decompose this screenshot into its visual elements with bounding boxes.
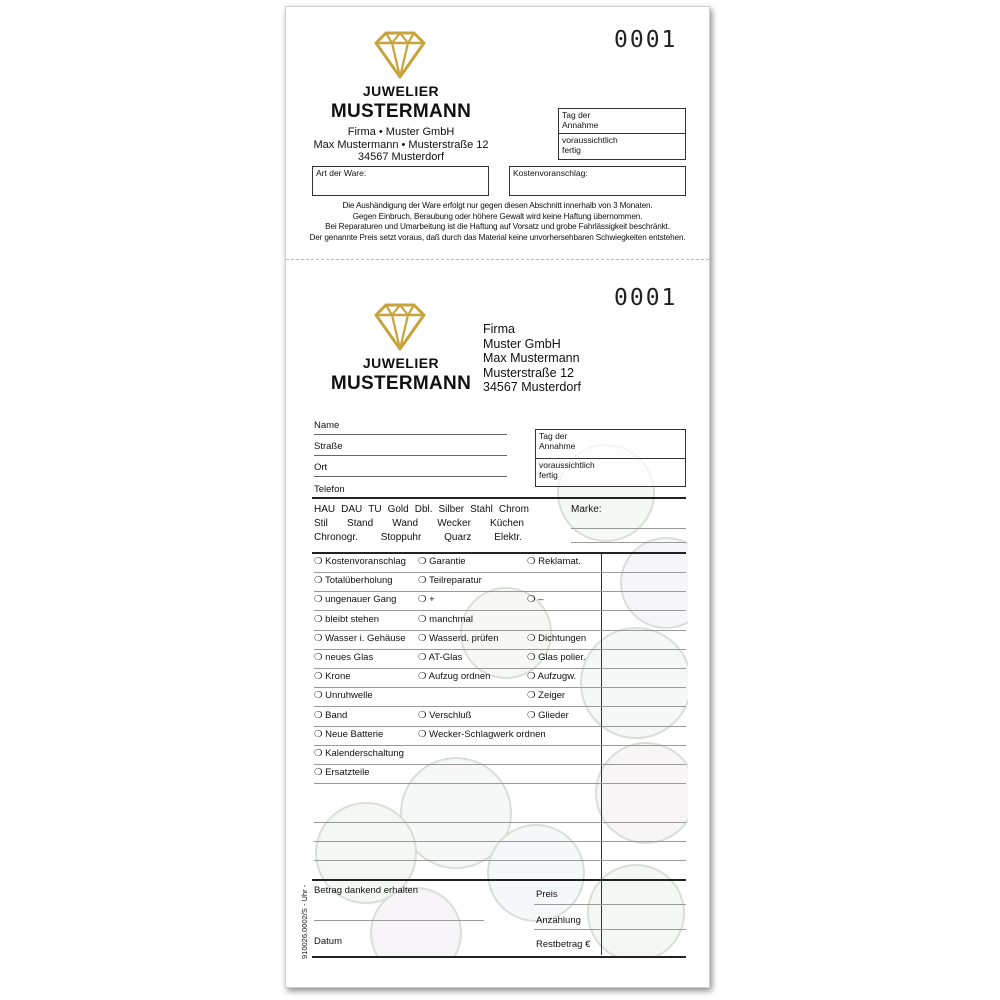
material-option[interactable]: Silber (438, 504, 465, 515)
top-date-box (558, 108, 686, 160)
top-estimate-label: Kostenvoranschlag: (513, 168, 588, 178)
repair-option[interactable] (418, 594, 435, 605)
repair-option[interactable] (314, 594, 396, 605)
diamond-logo-icon (374, 303, 426, 351)
note-line[interactable] (314, 860, 686, 861)
bottom-brand-line2: MUSTERMANN (330, 373, 472, 394)
material-option[interactable]: Wand (392, 518, 419, 529)
repair-option[interactable] (527, 652, 586, 663)
repair-option-label: Aufzugw. (537, 671, 577, 683)
repair-option-label: manchmal (429, 613, 473, 625)
repair-option-label: Wecker-Schlagwerk ordnen (429, 728, 546, 740)
repair-option-label: Band (325, 709, 348, 721)
repair-option-label: Garantie (429, 556, 466, 567)
top-address-line: 34567 Musterdorf (357, 151, 445, 163)
checkbox-circle-icon[interactable]: ❍ (314, 748, 326, 759)
checkbox-circle-icon[interactable]: ❍ (314, 767, 326, 779)
option-row-line (314, 630, 686, 631)
bottom-address-line: Musterstraße 12 (483, 365, 575, 380)
repair-option[interactable] (314, 671, 351, 682)
top-brand-line2: MUSTERMANN (330, 101, 472, 122)
street-field-line[interactable] (314, 455, 507, 456)
price-label: Preis (536, 889, 558, 900)
repair-option-label: Aufzug ordnen (428, 671, 491, 683)
repair-option-label: Kalenderschaltung (325, 748, 404, 759)
deposit-label: Anzahlung (536, 915, 581, 926)
field-label-phone: Telefon (314, 484, 345, 495)
repair-option[interactable] (314, 652, 373, 663)
field-label-street: Straße (314, 441, 343, 452)
checkbox-circle-icon[interactable]: ❍ (314, 632, 326, 644)
repair-option-label: Dichtungen (538, 632, 587, 644)
checkbox-circle-icon[interactable]: ❍ (527, 690, 539, 702)
repair-option-label: Reklamat. (538, 556, 581, 567)
repair-option-label: – (538, 594, 544, 606)
bottom-date-box (535, 429, 686, 487)
checkbox-circle-icon[interactable]: ❍ (527, 632, 539, 644)
repair-option[interactable] (314, 614, 379, 625)
repair-option[interactable] (314, 690, 373, 701)
checkbox-circle-icon[interactable]: ❍ (527, 709, 539, 721)
checkbox-circle-icon[interactable]: ❍ (314, 671, 326, 683)
repair-ticket-sheet (285, 6, 710, 988)
bottom-brand-line1: JUWELIER (362, 355, 440, 371)
repair-option[interactable] (314, 556, 406, 567)
bottom-address (483, 322, 581, 395)
repair-option-label: Kostenvoranschlag (325, 556, 406, 567)
repair-option[interactable] (314, 710, 347, 721)
repair-option-label: Zeiger (538, 690, 566, 702)
option-row-line (314, 668, 686, 669)
checkbox-circle-icon[interactable]: ❍ (314, 556, 326, 567)
repair-option[interactable] (314, 767, 370, 778)
section-divider (312, 552, 686, 554)
option-row-line (314, 706, 686, 707)
legal-line: Bei Reparaturen und Umarbeitung ist die Haftung auf Vorsatz und grobe Fahrlässigkeit beschränkt. (325, 222, 670, 232)
option-row-line (314, 783, 686, 784)
checkbox-circle-icon[interactable]: ❍ (418, 652, 429, 663)
top-goods-field[interactable] (312, 166, 489, 196)
material-row-1 (314, 503, 529, 517)
material-option[interactable]: Stoppuhr (380, 532, 422, 543)
material-option[interactable]: DAU (341, 504, 363, 515)
brand-line[interactable] (571, 542, 686, 543)
option-row-line (314, 745, 686, 746)
checkbox-circle-icon[interactable]: ❍ (418, 575, 429, 587)
repair-option[interactable] (418, 710, 471, 721)
material-row-2 (314, 517, 524, 531)
repair-option[interactable] (418, 671, 490, 682)
material-option[interactable]: Elektr. (494, 532, 522, 543)
repair-option[interactable] (527, 690, 565, 701)
option-row-line (314, 764, 686, 765)
repair-option[interactable] (418, 652, 462, 663)
deposit-line[interactable] (534, 929, 686, 930)
checkbox-circle-icon[interactable]: ❍ (314, 652, 326, 663)
material-option[interactable]: Quarz (444, 532, 472, 543)
checkbox-circle-icon[interactable]: ❍ (314, 690, 326, 702)
checkbox-circle-icon[interactable]: ❍ (527, 594, 539, 606)
option-row-line (314, 591, 686, 592)
material-option[interactable]: Chrom (498, 504, 529, 515)
repair-option[interactable] (314, 729, 383, 740)
material-option[interactable]: HAU (314, 504, 336, 515)
note-line[interactable] (314, 822, 686, 823)
right-column-divider (601, 553, 602, 955)
bottom-serial-number: 0001 (614, 285, 678, 311)
repair-option-label: Unruhwelle (325, 690, 373, 702)
material-option[interactable]: Gold (387, 504, 409, 515)
repair-option-label: bleibt stehen (325, 613, 380, 625)
bottom-address-line: Muster GmbH (483, 336, 561, 351)
top-brand-line1: JUWELIER (362, 83, 440, 99)
repair-option[interactable] (418, 633, 499, 644)
repair-option-label: Ersatzteile (325, 767, 370, 779)
note-line[interactable] (314, 841, 686, 842)
legal-line: Der genannte Preis setzt voraus, daß durch das Material keine unvorhersehbaren Schwiegkeiten entstehen. (309, 233, 686, 243)
section-divider (312, 879, 686, 881)
material-option[interactable]: Wecker (437, 518, 471, 529)
legal-line: Die Aushändigung der Ware erfolgt nur gegen diesen Abschnitt innerhalb von 3 Monaten. (342, 201, 653, 210)
section-divider (312, 497, 686, 499)
checkbox-circle-icon[interactable]: ❍ (418, 556, 430, 567)
checkbox-circle-icon[interactable]: ❍ (418, 671, 429, 683)
repair-option-label: + (429, 594, 435, 606)
option-row-line (314, 726, 686, 727)
repair-option[interactable] (418, 556, 466, 567)
checkbox-circle-icon[interactable]: ❍ (418, 632, 430, 644)
brand-line[interactable] (571, 528, 686, 529)
material-option[interactable]: Chronogr. (314, 532, 358, 543)
bottom-address-line: 34567 Musterdorf (483, 380, 581, 394)
bottom-date-ready-label[interactable]: voraussichtlich fertig (539, 460, 595, 480)
repair-option-label: ungenauer Gang (325, 594, 397, 606)
repair-option[interactable] (314, 633, 406, 644)
repair-option[interactable] (418, 614, 473, 625)
checkbox-circle-icon[interactable]: ❍ (418, 728, 430, 740)
top-legal-text (290, 201, 705, 244)
material-option[interactable]: Stahl (470, 504, 493, 515)
repair-option-label: Verschluß (429, 709, 472, 721)
received-label: Betrag dankend erhalten (314, 885, 419, 896)
option-row-line (314, 610, 686, 611)
repair-option[interactable] (527, 556, 581, 567)
repair-option-label: Krone (325, 671, 351, 683)
legal-line: Gegen Einbruch, Beraubung oder höhere Gewalt wird keine Haftung übernommen. (352, 211, 643, 221)
bottom-address-line: Firma (483, 322, 515, 336)
repair-option[interactable] (314, 748, 404, 759)
checkbox-circle-icon[interactable]: ❍ (418, 709, 430, 721)
checkbox-circle-icon[interactable]: ❍ (418, 594, 430, 606)
top-address (296, 126, 506, 164)
balance-label: Restbetrag € (536, 939, 591, 950)
top-date-ready-label[interactable]: voraussichtlich fertig (562, 135, 618, 155)
received-signature-line[interactable] (314, 920, 484, 921)
checkbox-circle-icon[interactable]: ❍ (314, 575, 325, 587)
option-row-line (314, 572, 686, 573)
price-line[interactable] (534, 904, 686, 905)
top-address-line: Firma • Muster GmbH (347, 126, 455, 138)
field-label-city: Ort (314, 462, 328, 473)
material-option[interactable]: Stil (314, 518, 328, 529)
checkbox-circle-icon[interactable]: ❍ (527, 671, 538, 683)
repair-option[interactable] (527, 671, 576, 682)
material-option[interactable]: Stand (347, 518, 374, 529)
brand-label: Marke: (571, 504, 602, 515)
repair-option-label: Glieder (538, 709, 569, 721)
repair-option-label: Wasserd. prüfen (429, 632, 499, 644)
repair-option-label: AT-Glas (428, 652, 463, 663)
repair-option[interactable] (527, 633, 586, 644)
field-label-name: Name (314, 420, 340, 431)
repair-option-label: neues Glas (325, 652, 374, 663)
city-field-line[interactable] (314, 476, 507, 477)
option-row-line (314, 649, 686, 650)
checkbox-circle-icon[interactable]: ❍ (314, 709, 326, 721)
bottom-date-received-label[interactable]: Tag der Annahme (536, 430, 685, 459)
top-address-line: Max Mustermann • Musterstraße 12 (313, 138, 489, 151)
repair-option[interactable] (418, 729, 546, 740)
repair-option-label: Neue Batterie (325, 728, 384, 740)
bottom-border-line (312, 956, 686, 958)
top-estimate-field[interactable] (509, 166, 686, 196)
checkbox-circle-icon[interactable]: ❍ (527, 556, 539, 567)
repair-option[interactable] (527, 710, 569, 721)
checkbox-circle-icon[interactable]: ❍ (314, 613, 326, 625)
bottom-address-line: Max Mustermann (483, 351, 580, 365)
checkbox-circle-icon[interactable]: ❍ (527, 652, 539, 663)
side-print-code: 910026.0002/S - Uhr - (300, 884, 309, 959)
top-serial-number: 0001 (614, 27, 678, 53)
material-option[interactable]: Dbl. (414, 504, 433, 515)
checkbox-circle-icon[interactable]: ❍ (418, 613, 430, 625)
date-label: Datum (314, 936, 342, 947)
repair-option[interactable] (418, 575, 482, 586)
top-goods-label: Art der Ware: (316, 168, 367, 178)
repair-option-label: Wasser i. Gehäuse (325, 632, 406, 644)
option-row-line (314, 687, 686, 688)
repair-option[interactable] (314, 575, 393, 586)
name-field-line[interactable] (314, 434, 507, 435)
material-row-3 (314, 531, 522, 545)
repair-option-label: Teilreparatur (428, 575, 482, 587)
top-date-received-label[interactable]: Tag der Annahme (559, 109, 685, 134)
material-option[interactable]: Küchen (490, 518, 524, 529)
repair-option[interactable] (527, 594, 543, 605)
checkbox-circle-icon[interactable]: ❍ (314, 728, 326, 740)
repair-option-label: Glas polier. (538, 652, 586, 663)
checkbox-circle-icon[interactable]: ❍ (314, 594, 326, 606)
diamond-logo-icon (374, 31, 426, 79)
material-option[interactable]: TU (368, 504, 382, 515)
repair-option-label: Totalüberholung (324, 575, 393, 587)
perforation-line[interactable] (286, 259, 709, 260)
